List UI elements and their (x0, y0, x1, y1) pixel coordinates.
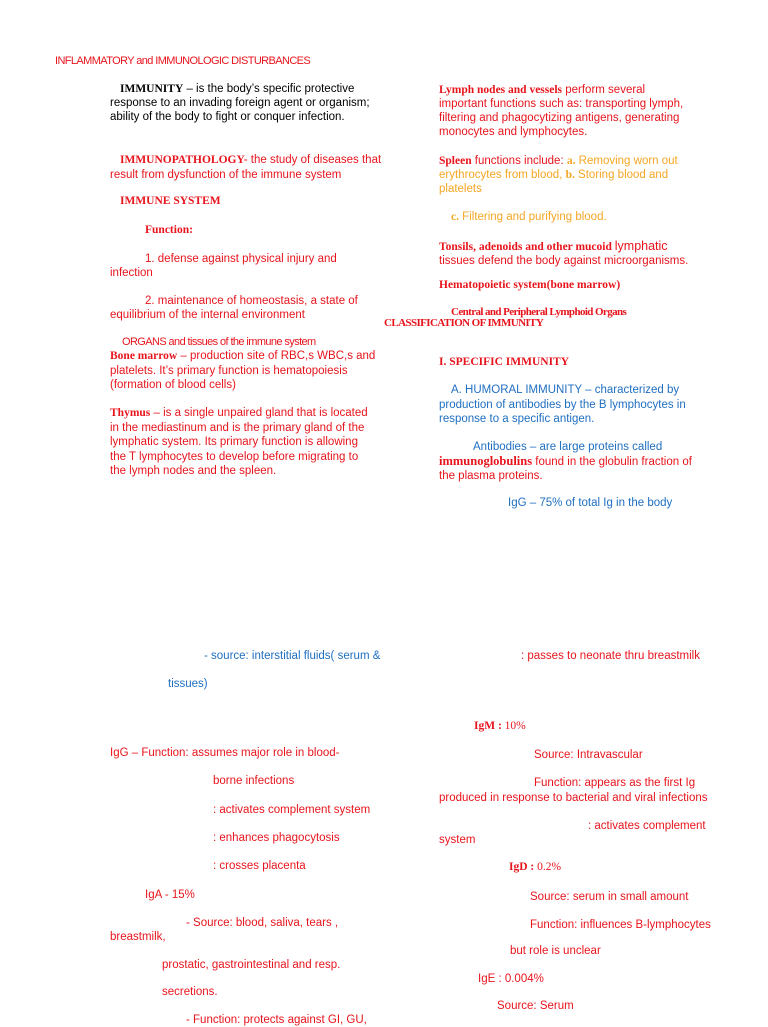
text-line: system (439, 834, 476, 846)
tonsils-term: Tonsils, adenoids and other mucoid (439, 241, 615, 253)
text-line: in the mediastinum and is the primary gland of the (110, 422, 365, 434)
immune-system-heading: IMMUNE SYSTEM (120, 195, 221, 207)
function-heading: Function: (145, 224, 193, 236)
text-line: platelets (439, 183, 482, 195)
bone-marrow-definition: Bone marrow – production site of RBC,s WBC,s and (110, 350, 376, 362)
spleen-term: Spleen (439, 155, 472, 167)
text-line: - source: interstitial fluids( serum & (204, 650, 381, 662)
igg-percentage: IgG – 75% of total Ig in the body (508, 497, 673, 509)
text-line: the lymph nodes and the spleen. (110, 465, 277, 477)
igm-heading: IgM : 10% (474, 720, 526, 732)
immunity-definition: IMMUNITY – is the body’s specific protective (120, 83, 355, 95)
text-line: important functions such as: transporting lymph, (439, 98, 684, 110)
text-line: but role is unclear (510, 945, 601, 957)
text-line: : crosses placenta (213, 860, 306, 872)
text-line: : enhances phagocytosis (213, 832, 340, 844)
text-line: A. HUMORAL IMMUNITY – characterized by (451, 384, 680, 396)
text-line: 1. defense against physical injury and (145, 253, 337, 265)
text-line: - Source: blood, saliva, tears , (186, 917, 339, 929)
specific-immunity-heading: I. SPECIFIC IMMUNITY (439, 356, 570, 368)
text-line: 2. maintenance of homeostasis, a state of (145, 295, 358, 307)
bone-marrow-term: Bone marrow (110, 350, 178, 362)
lymphoid-organs-heading: Central and Peripheral Lymphoid Organs (451, 306, 627, 318)
text-line: breastmilk, (110, 931, 166, 943)
organs-heading: ORGANS and tissues of the immune system (122, 336, 316, 348)
thymus-definition: Thymus – is a single unpaired gland that is located (110, 407, 368, 419)
text-line: Function: appears as the first Ig (534, 777, 696, 789)
document-title: INFLAMMATORY and IMMUNOLOGIC DISTURBANCES (55, 55, 311, 67)
text-line: : activates complement (588, 820, 706, 832)
classification-heading: CLASSIFICATION OF IMMUNITY (384, 317, 544, 329)
text-line: (formation of blood cells) (110, 379, 236, 391)
text-line: : passes to neonate thru breastmilk (521, 650, 700, 662)
iga-heading: IgA - 15% (145, 889, 195, 901)
text-line: platelets. It’s primary function is hematopoiesis (110, 365, 348, 377)
immunopathology-term: IMMUNOPATHOLOGY- (120, 154, 248, 166)
text-line: response to an invading foreign agent or organism; (110, 97, 370, 109)
text-line: lymphatic system. Its primary function is allowing (110, 436, 358, 448)
spleen-definition: Spleen functions include: a. Removing worn out (439, 155, 678, 167)
text-line: response to a specific antigen. (439, 413, 595, 425)
text-line: monocytes and lymphocytes. (439, 126, 588, 138)
text-line: infection (110, 267, 153, 279)
tonsils-definition: Tonsils, adenoids and other mucoid lymphatic (439, 239, 668, 253)
text-line: result from dysfunction of the immune system (110, 169, 342, 181)
text-line: produced in response to bacterial and viral infections (439, 792, 708, 804)
text-line: secretions. (162, 986, 218, 998)
text-line: Antibodies – are large proteins called (473, 441, 663, 453)
text-line: borne infections (213, 775, 295, 787)
text-line: tissues defend the body against microorganisms. (439, 255, 689, 267)
text-line: filtering and phagocytizing antigens, generating (439, 112, 680, 124)
text-line: equilibrium of the internal environment (110, 309, 305, 321)
text-line: IgG – Function: assumes major role in blood- (110, 747, 340, 759)
text-line: ability of the body to fight or conquer infection. (110, 111, 345, 123)
antibodies-definition: immunoglobulins found in the globulin fraction of (439, 454, 692, 468)
text-line: the plasma proteins. (439, 470, 543, 482)
text-line: : activates complement system (213, 804, 371, 816)
text-line: Source: serum in small amount (530, 891, 689, 903)
ige-heading: IgE : 0.004% (478, 973, 544, 985)
text-line: production of antibodies by the B lymphocytes in (439, 399, 686, 411)
hematopoietic-heading: Hematopoietic system(bone marrow) (439, 279, 621, 291)
text-line: the T lymphocytes to develop before migrating to (110, 451, 359, 463)
text-line: - Function: protects against GI, GU, (186, 1014, 367, 1026)
lymph-nodes-term: Lymph nodes and vessels (439, 84, 563, 96)
text-line: c. Filtering and purifying blood. (451, 211, 607, 223)
text-line: Function: influences B-lymphocytes (530, 919, 711, 931)
immunoglobulins-term: immunoglobulins (439, 454, 533, 468)
immunity-term: IMMUNITY (120, 83, 184, 95)
text-line: Source: Serum (497, 1000, 574, 1012)
lymph-nodes-definition: Lymph nodes and vessels perform several (439, 84, 646, 96)
thymus-term: Thymus (110, 407, 151, 419)
text-line: Source: Intravascular (534, 749, 643, 761)
igd-heading: IgD : 0.2% (509, 861, 562, 873)
text-line: erythrocytes from blood, b. Storing blood and (439, 169, 669, 181)
text-line: prostatic, gastrointestinal and resp. (162, 959, 341, 971)
text-line: tissues) (168, 678, 208, 690)
immunopathology-definition: IMMUNOPATHOLOGY- the study of diseases that (120, 154, 382, 166)
